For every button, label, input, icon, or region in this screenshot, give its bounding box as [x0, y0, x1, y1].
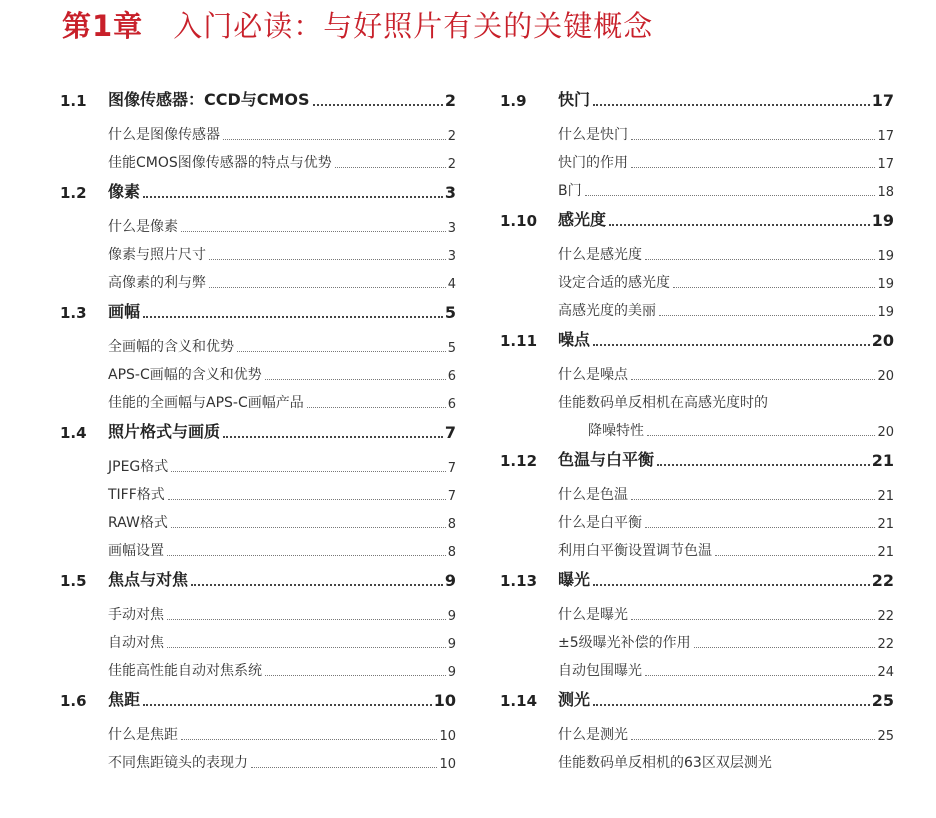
dot-leader [593, 103, 870, 106]
item-title: 佳能高性能自动对焦系统 [108, 663, 262, 679]
toc-section [500, 564, 894, 680]
section-number: 1.5 [60, 572, 87, 590]
item-page: 6 [447, 397, 456, 412]
dot-leader [593, 583, 870, 586]
dot-leader [171, 526, 446, 528]
toc-item[interactable] [500, 652, 894, 680]
dot-leader [645, 526, 875, 528]
item-page: 24 [877, 665, 894, 680]
dot-leader [307, 406, 446, 408]
dot-leader [237, 350, 446, 352]
dot-leader [167, 554, 446, 556]
dot-leader [209, 286, 446, 288]
toc-item[interactable] [60, 144, 456, 172]
dot-leader [631, 618, 875, 620]
toc-item[interactable] [60, 384, 456, 412]
dot-leader [265, 674, 446, 676]
toc-section-heading[interactable] [500, 84, 894, 110]
toc-section-heading[interactable] [60, 84, 456, 110]
toc-section-heading[interactable] [500, 684, 894, 710]
section-page: 17 [871, 91, 894, 110]
item-page: 19 [877, 277, 894, 292]
toc-item[interactable] [60, 476, 456, 504]
section-number: 1.3 [60, 304, 87, 322]
item-page: 8 [447, 545, 456, 560]
section-number: 1.13 [500, 572, 538, 590]
dot-leader [335, 166, 446, 168]
chapter-name: 入门必读：与好照片有关的关键概念 [173, 9, 654, 43]
toc-section [60, 564, 456, 680]
section-title: 画幅 [108, 302, 141, 321]
toc-section-heading[interactable] [60, 176, 456, 202]
chapter-number: 第1章 [62, 9, 144, 43]
dot-leader [631, 166, 875, 168]
dot-leader [647, 434, 875, 436]
dot-leader [167, 618, 446, 620]
item-title: 画幅设置 [108, 543, 164, 559]
toc-item[interactable] [60, 504, 456, 532]
toc-item[interactable] [60, 652, 456, 680]
dot-leader [659, 314, 875, 316]
item-title: 什么是曝光 [558, 607, 628, 623]
toc-section [60, 684, 456, 772]
toc-item[interactable] [60, 236, 456, 264]
item-title: 全画幅的含义和优势 [108, 339, 234, 355]
item-page: 20 [877, 369, 894, 384]
dot-leader [143, 315, 443, 318]
toc-section [500, 324, 894, 440]
item-page: 22 [877, 637, 894, 652]
item-page: 17 [877, 157, 894, 172]
toc-item[interactable] [500, 532, 894, 560]
item-title: ±5级曝光补偿的作用 [558, 635, 691, 651]
toc-item[interactable] [500, 744, 894, 772]
item-title: 什么是测光 [558, 727, 628, 743]
item-title: APS-C画幅的含义和优势 [108, 367, 262, 383]
dot-leader [223, 435, 443, 438]
item-title: 高感光度的美丽 [558, 303, 656, 319]
dot-leader [694, 646, 876, 648]
toc-item[interactable] [60, 448, 456, 476]
item-title: 自动对焦 [108, 635, 164, 651]
toc-item[interactable] [60, 116, 456, 144]
toc-section [60, 176, 456, 292]
section-page: 9 [444, 571, 456, 590]
item-title: JPEG格式 [108, 459, 169, 475]
section-number: 1.10 [500, 212, 538, 230]
toc-section [500, 204, 894, 320]
toc-item[interactable] [60, 328, 456, 356]
toc-item[interactable] [500, 476, 894, 504]
item-title: 像素与照片尺寸 [108, 247, 206, 263]
dot-leader [223, 138, 446, 140]
section-title: 测光 [558, 690, 591, 709]
item-title: TIFF格式 [108, 487, 165, 503]
item-title: 佳能数码单反相机的63区双层测光 [558, 755, 772, 771]
toc-item[interactable] [500, 264, 894, 292]
item-title: 佳能数码单反相机在高感光度时的 [558, 395, 768, 411]
item-page: 25 [877, 729, 894, 744]
dot-leader [593, 703, 870, 706]
dot-leader [265, 378, 446, 380]
section-page: 7 [444, 423, 456, 442]
dot-leader [168, 498, 446, 500]
toc-item[interactable] [500, 356, 894, 384]
section-title: 照片格式与画质 [108, 422, 221, 441]
item-page: 7 [447, 461, 456, 476]
toc-item[interactable] [500, 236, 894, 264]
toc-item[interactable] [60, 744, 456, 772]
item-page: 20 [877, 425, 894, 440]
section-page: 22 [871, 571, 894, 590]
toc-section [500, 84, 894, 200]
toc-section [60, 416, 456, 560]
section-title: 曝光 [558, 570, 591, 589]
item-title: 什么是像素 [108, 219, 178, 235]
toc-item[interactable] [60, 624, 456, 652]
toc-section-heading[interactable] [500, 204, 894, 230]
toc-item[interactable] [500, 596, 894, 624]
item-title-continued: 降噪特性 [588, 423, 644, 439]
toc-item[interactable] [60, 596, 456, 624]
toc-item[interactable] [60, 208, 456, 236]
item-title: 自动包围曝光 [558, 663, 642, 679]
section-title: 像素 [108, 182, 141, 201]
item-page: 19 [877, 249, 894, 264]
dot-leader [715, 554, 875, 556]
item-title: 什么是白平衡 [558, 515, 642, 531]
section-title: 图像传感器：CCD与CMOS [108, 90, 310, 109]
item-page: 5 [447, 341, 456, 356]
item-page: 10 [439, 729, 456, 744]
chapter-title [62, 4, 653, 45]
toc-item[interactable] [500, 716, 894, 744]
item-page: 2 [447, 129, 456, 144]
toc-section-heading[interactable] [60, 564, 456, 590]
section-number: 1.4 [60, 424, 87, 442]
item-page: 21 [877, 545, 894, 560]
section-title: 色温与白平衡 [558, 450, 655, 469]
dot-leader [645, 258, 875, 260]
toc-item[interactable] [500, 144, 894, 172]
item-title: 佳能CMOS图像传感器的特点与优势 [108, 155, 332, 171]
toc-section [500, 684, 894, 772]
toc-right-column [500, 80, 894, 776]
dot-leader [585, 194, 876, 196]
section-number: 1.14 [500, 692, 538, 710]
item-page: 3 [447, 249, 456, 264]
item-page: 3 [447, 221, 456, 236]
dot-leader [609, 223, 870, 226]
toc-item[interactable] [60, 716, 456, 744]
toc-item[interactable] [60, 532, 456, 560]
section-number: 1.6 [60, 692, 87, 710]
toc-section-heading[interactable] [500, 324, 894, 350]
item-page: 9 [447, 609, 456, 624]
item-page: 9 [447, 665, 456, 680]
item-page: 18 [877, 185, 894, 200]
section-page: 21 [871, 451, 894, 470]
toc-item[interactable] [500, 624, 894, 652]
item-title: 什么是焦距 [108, 727, 178, 743]
section-page: 20 [871, 331, 894, 350]
toc-section-heading[interactable] [60, 684, 456, 710]
item-page: 17 [877, 129, 894, 144]
section-title: 焦点与对焦 [108, 570, 189, 589]
dot-leader [181, 738, 437, 740]
item-title: 手动对焦 [108, 607, 164, 623]
section-page: 2 [444, 91, 456, 110]
toc-section [500, 444, 894, 560]
item-page: 7 [447, 489, 456, 504]
toc-item[interactable] [60, 264, 456, 292]
toc-item[interactable] [500, 292, 894, 320]
dot-leader [657, 463, 870, 466]
toc-section-heading[interactable] [500, 444, 894, 470]
toc-section-heading[interactable] [60, 416, 456, 442]
item-page: 9 [447, 637, 456, 652]
item-page: 2 [447, 157, 456, 172]
section-number: 1.9 [500, 92, 527, 110]
item-title: 什么是快门 [558, 127, 628, 143]
section-number: 1.12 [500, 452, 538, 470]
section-number: 1.11 [500, 332, 538, 350]
dot-leader [313, 103, 443, 106]
section-page: 5 [444, 303, 456, 322]
section-page: 25 [871, 691, 894, 710]
section-page: 3 [444, 183, 456, 202]
section-page: 10 [433, 691, 456, 710]
item-page: 21 [877, 517, 894, 532]
item-title: RAW格式 [108, 515, 168, 531]
item-title: 不同焦距镜头的表现力 [108, 755, 248, 771]
item-page: 21 [877, 489, 894, 504]
dot-leader [143, 195, 443, 198]
item-title: 什么是感光度 [558, 247, 642, 263]
item-title: 什么是图像传感器 [108, 127, 220, 143]
toc-item[interactable] [500, 172, 894, 200]
dot-leader [645, 674, 875, 676]
section-page: 19 [871, 211, 894, 230]
item-title: 设定合适的感光度 [558, 275, 670, 291]
item-page: 8 [447, 517, 456, 532]
dot-leader [631, 378, 875, 380]
dot-leader [171, 470, 445, 472]
item-title: 高像素的利与弊 [108, 275, 206, 291]
dot-leader [191, 583, 443, 586]
section-title: 感光度 [558, 210, 607, 229]
toc-item[interactable] [500, 116, 894, 144]
section-number: 1.2 [60, 184, 87, 202]
item-page: 19 [877, 305, 894, 320]
dot-leader [167, 646, 446, 648]
toc-section-heading[interactable] [60, 296, 456, 322]
section-title: 噪点 [558, 330, 591, 349]
dot-leader [593, 343, 870, 346]
toc-left-column [60, 80, 456, 776]
item-page: 4 [447, 277, 456, 292]
section-number: 1.1 [60, 92, 87, 110]
item-page: 10 [439, 757, 456, 772]
section-title: 焦距 [108, 690, 141, 709]
dot-leader [631, 738, 875, 740]
item-title: 什么是噪点 [558, 367, 628, 383]
item-title: 快门的作用 [558, 155, 628, 171]
item-title: 什么是色温 [558, 487, 628, 503]
dot-leader [181, 230, 446, 232]
item-title: B门 [558, 183, 582, 199]
item-title: 利用白平衡设置调节色温 [558, 543, 712, 559]
section-title: 快门 [558, 90, 591, 109]
dot-leader [143, 703, 432, 706]
toc-item[interactable] [60, 356, 456, 384]
dot-leader [251, 766, 437, 768]
dot-leader [631, 498, 875, 500]
dot-leader [673, 286, 875, 288]
toc-section-heading[interactable] [500, 564, 894, 590]
item-title: 佳能的全画幅与APS-C画幅产品 [108, 395, 304, 411]
item-page: 6 [447, 369, 456, 384]
toc-section [60, 296, 456, 412]
toc-section [60, 84, 456, 172]
dot-leader [631, 138, 875, 140]
toc-item-multiline[interactable] [500, 384, 894, 440]
item-page: 22 [877, 609, 894, 624]
dot-leader [209, 258, 446, 260]
toc-item[interactable] [500, 504, 894, 532]
